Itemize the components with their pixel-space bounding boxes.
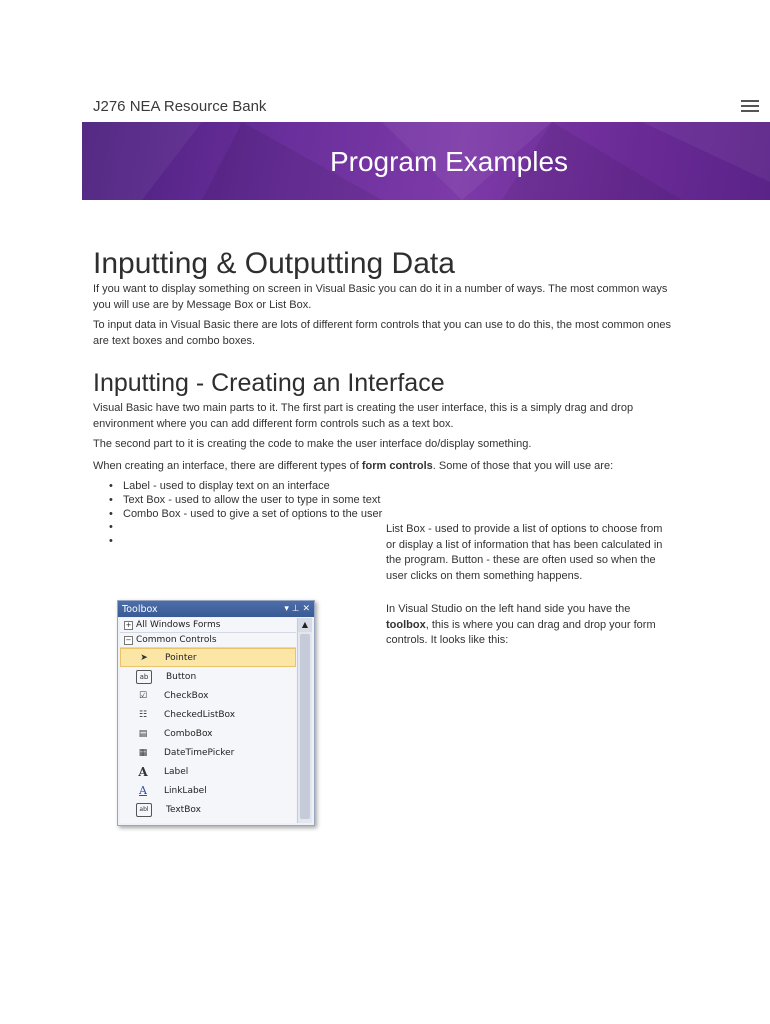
toolbox-group-all-windows-forms: + All Windows Forms [120,618,296,633]
toolbox-item-datetimepicker: ▦ DateTimePicker [120,743,296,762]
toolbox-title: Toolbox [122,603,158,615]
scroll-thumb [300,634,310,819]
toolbox-list [120,618,296,823]
toolbox-item-combobox: ▤ ComboBox [120,724,296,743]
banner-title: Program Examples [329,146,569,177]
toolbox-window-controls: ▾ ⊥ ✕ [284,604,310,614]
paragraph-output: If you want to display something on screen in Visual Basic you can do it in a number of ways. The most common ways you will use are by Message Box or List Box. [93,283,668,311]
toolbox-scrollbar [297,618,312,823]
toolbox-title-bar [118,601,314,617]
bullet-marker: • [109,521,113,533]
bold-form-controls: form controls [361,460,433,472]
toolbox-item-linklabel: A LinkLabel [120,781,296,800]
toolbox-screenshot [117,600,315,826]
site-title[interactable]: J276 NEA Resource Bank [93,98,267,115]
textbox-icon: abl [136,803,152,817]
collapse-icon: − [125,635,132,644]
paragraph-listbox-button: List Box - used to provide a list of options to choose from or display a list of information that has been calculated in the program. Button - these are often used so when the user clicks on them something happens. [386,523,663,582]
paragraph-toolbox: In Visual Studio on the left hand side you have the toolbox, this is where you can drag and drop your form controls. It looks like this: [386,603,656,646]
paragraph-input: To input data in Visual Basic there are lots of different form controls that you can use to do this, the most common ones are text boxes and combo boxes. [93,319,672,347]
list-item: • Text Box - used to allow the user to type in some text [109,493,382,507]
toolbox-item-button: ab Button [120,667,296,686]
toolbox-item-label: A Label [120,762,296,781]
linklabel-icon: A [139,784,147,797]
heading-creating-interface: Inputting - Creating an Interface [93,369,445,397]
page-banner [82,122,770,200]
paragraph-second-part: The second part to it is creating the code to make the user interface do/display something. [93,438,532,450]
bold-toolbox: toolbox [386,618,426,631]
toolbox-group-common-controls: − Common Controls [120,633,296,648]
list-item: • Label - used to display text on an interface [109,479,382,493]
heading-inputting-outputting: Inputting & Outputting Data [93,247,455,280]
list-item: • Combo Box - used to give a set of options to the user [109,507,382,521]
label-icon: A [138,764,148,779]
bullet-marker: • [109,535,113,547]
expand-icon: + [125,620,132,629]
scroll-up-icon: ▲ [298,618,312,632]
datetimepicker-icon: ▦ [138,747,148,758]
checkedlistbox-icon: ☷ [138,709,148,720]
checkbox-icon: ☑ [138,690,148,701]
paragraph-form-controls: When creating an interface, there are different types of form controls. Some of those that you will use are: [93,460,614,472]
paragraph-two-parts: Visual Basic have two main parts to it. The first part is creating the user interface, this is a simply drag and drop environment where you can add different form controls such as a text box. [93,402,634,430]
toolbox-item-checkedlistbox: ☷ CheckedListBox [120,705,296,724]
toolbox-item-textbox: abl TextBox [120,800,296,819]
hamburger-menu-icon[interactable] [741,100,759,112]
pointer-icon: ➤ [140,652,148,663]
toolbox-item-checkbox: ☑ CheckBox [120,686,296,705]
button-icon: ab [136,670,152,684]
combobox-icon: ▤ [138,728,148,739]
toolbox-item-pointer: ➤ Pointer [120,648,296,667]
controls-bullet-list [109,479,382,521]
